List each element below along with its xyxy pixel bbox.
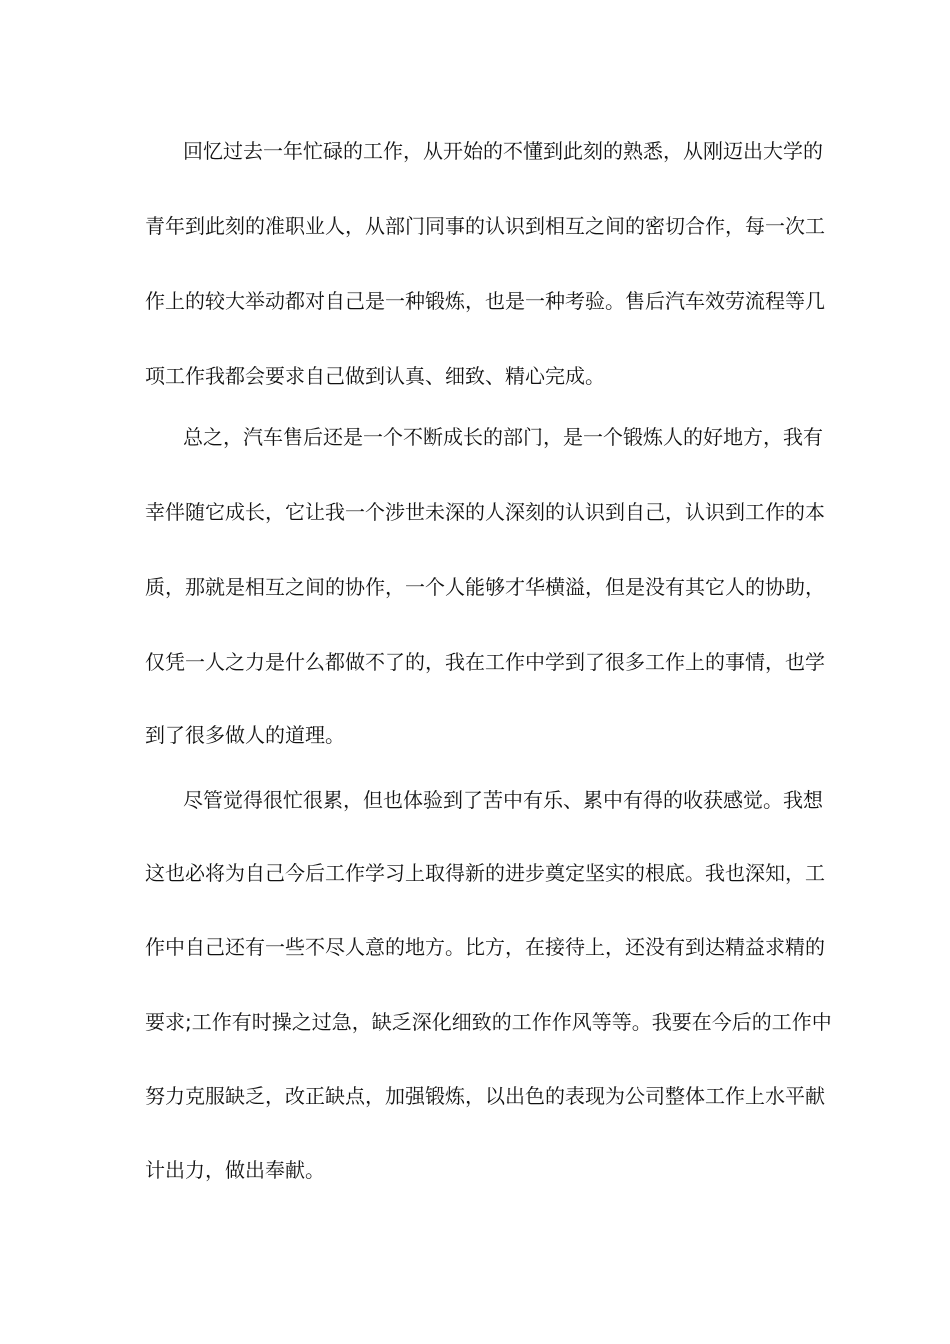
paragraph-1-line-1: 回忆过去一年忙碌的工作，从开始的不懂到此刻的熟悉，从刚迈出大学的 bbox=[183, 139, 823, 163]
paragraph-3-line-1: 尽管觉得很忙很累，但也体验到了苦中有乐、累中有得的收获感觉。我想 bbox=[183, 788, 823, 812]
paragraph-3-line-5: 努力克服缺乏，改正缺点，加强锻炼，以出色的表现为公司整体工作上水平献 bbox=[145, 1084, 825, 1108]
paragraph-2-line-2: 幸伴随它成长，它让我一个涉世未深的人深刻的认识到自己，认识到工作的本 bbox=[145, 500, 825, 524]
paragraph-3-line-2: 这也必将为自己今后工作学习上取得新的进步奠定坚实的根底。我也深知，工 bbox=[145, 861, 825, 885]
paragraph-3-line-4: 要求;工作有时操之过急，缺乏深化细致的工作作风等等。我要在今后的工作中 bbox=[145, 1010, 832, 1034]
paragraph-3-line-3: 作中自己还有一些不尽人意的地方。比方，在接待上，还没有到达精益求精的 bbox=[145, 935, 825, 959]
paragraph-2-line-1: 总之，汽车售后还是一个不断成长的部门，是一个锻炼人的好地方，我有 bbox=[183, 425, 823, 449]
paragraph-1-line-4: 项工作我都会要求自己做到认真、细致、精心完成。 bbox=[145, 364, 605, 388]
paragraph-3-line-6: 计出力，做出奉献。 bbox=[145, 1158, 325, 1182]
paragraph-1-line-2: 青年到此刻的准职业人，从部门同事的认识到相互之间的密切合作，每一次工 bbox=[145, 214, 825, 238]
paragraph-2-line-5: 到了很多做人的道理。 bbox=[145, 723, 345, 747]
paragraph-2-line-3: 质，那就是相互之间的协作，一个人能够才华横溢，但是没有其它人的协助， bbox=[145, 575, 825, 599]
paragraph-1-line-3: 作上的较大举动都对自己是一种锻炼，也是一种考验。售后汽车效劳流程等几 bbox=[145, 289, 825, 313]
paragraph-2-line-4: 仅凭一人之力是什么都做不了的，我在工作中学到了很多工作上的事情，也学 bbox=[145, 650, 825, 674]
